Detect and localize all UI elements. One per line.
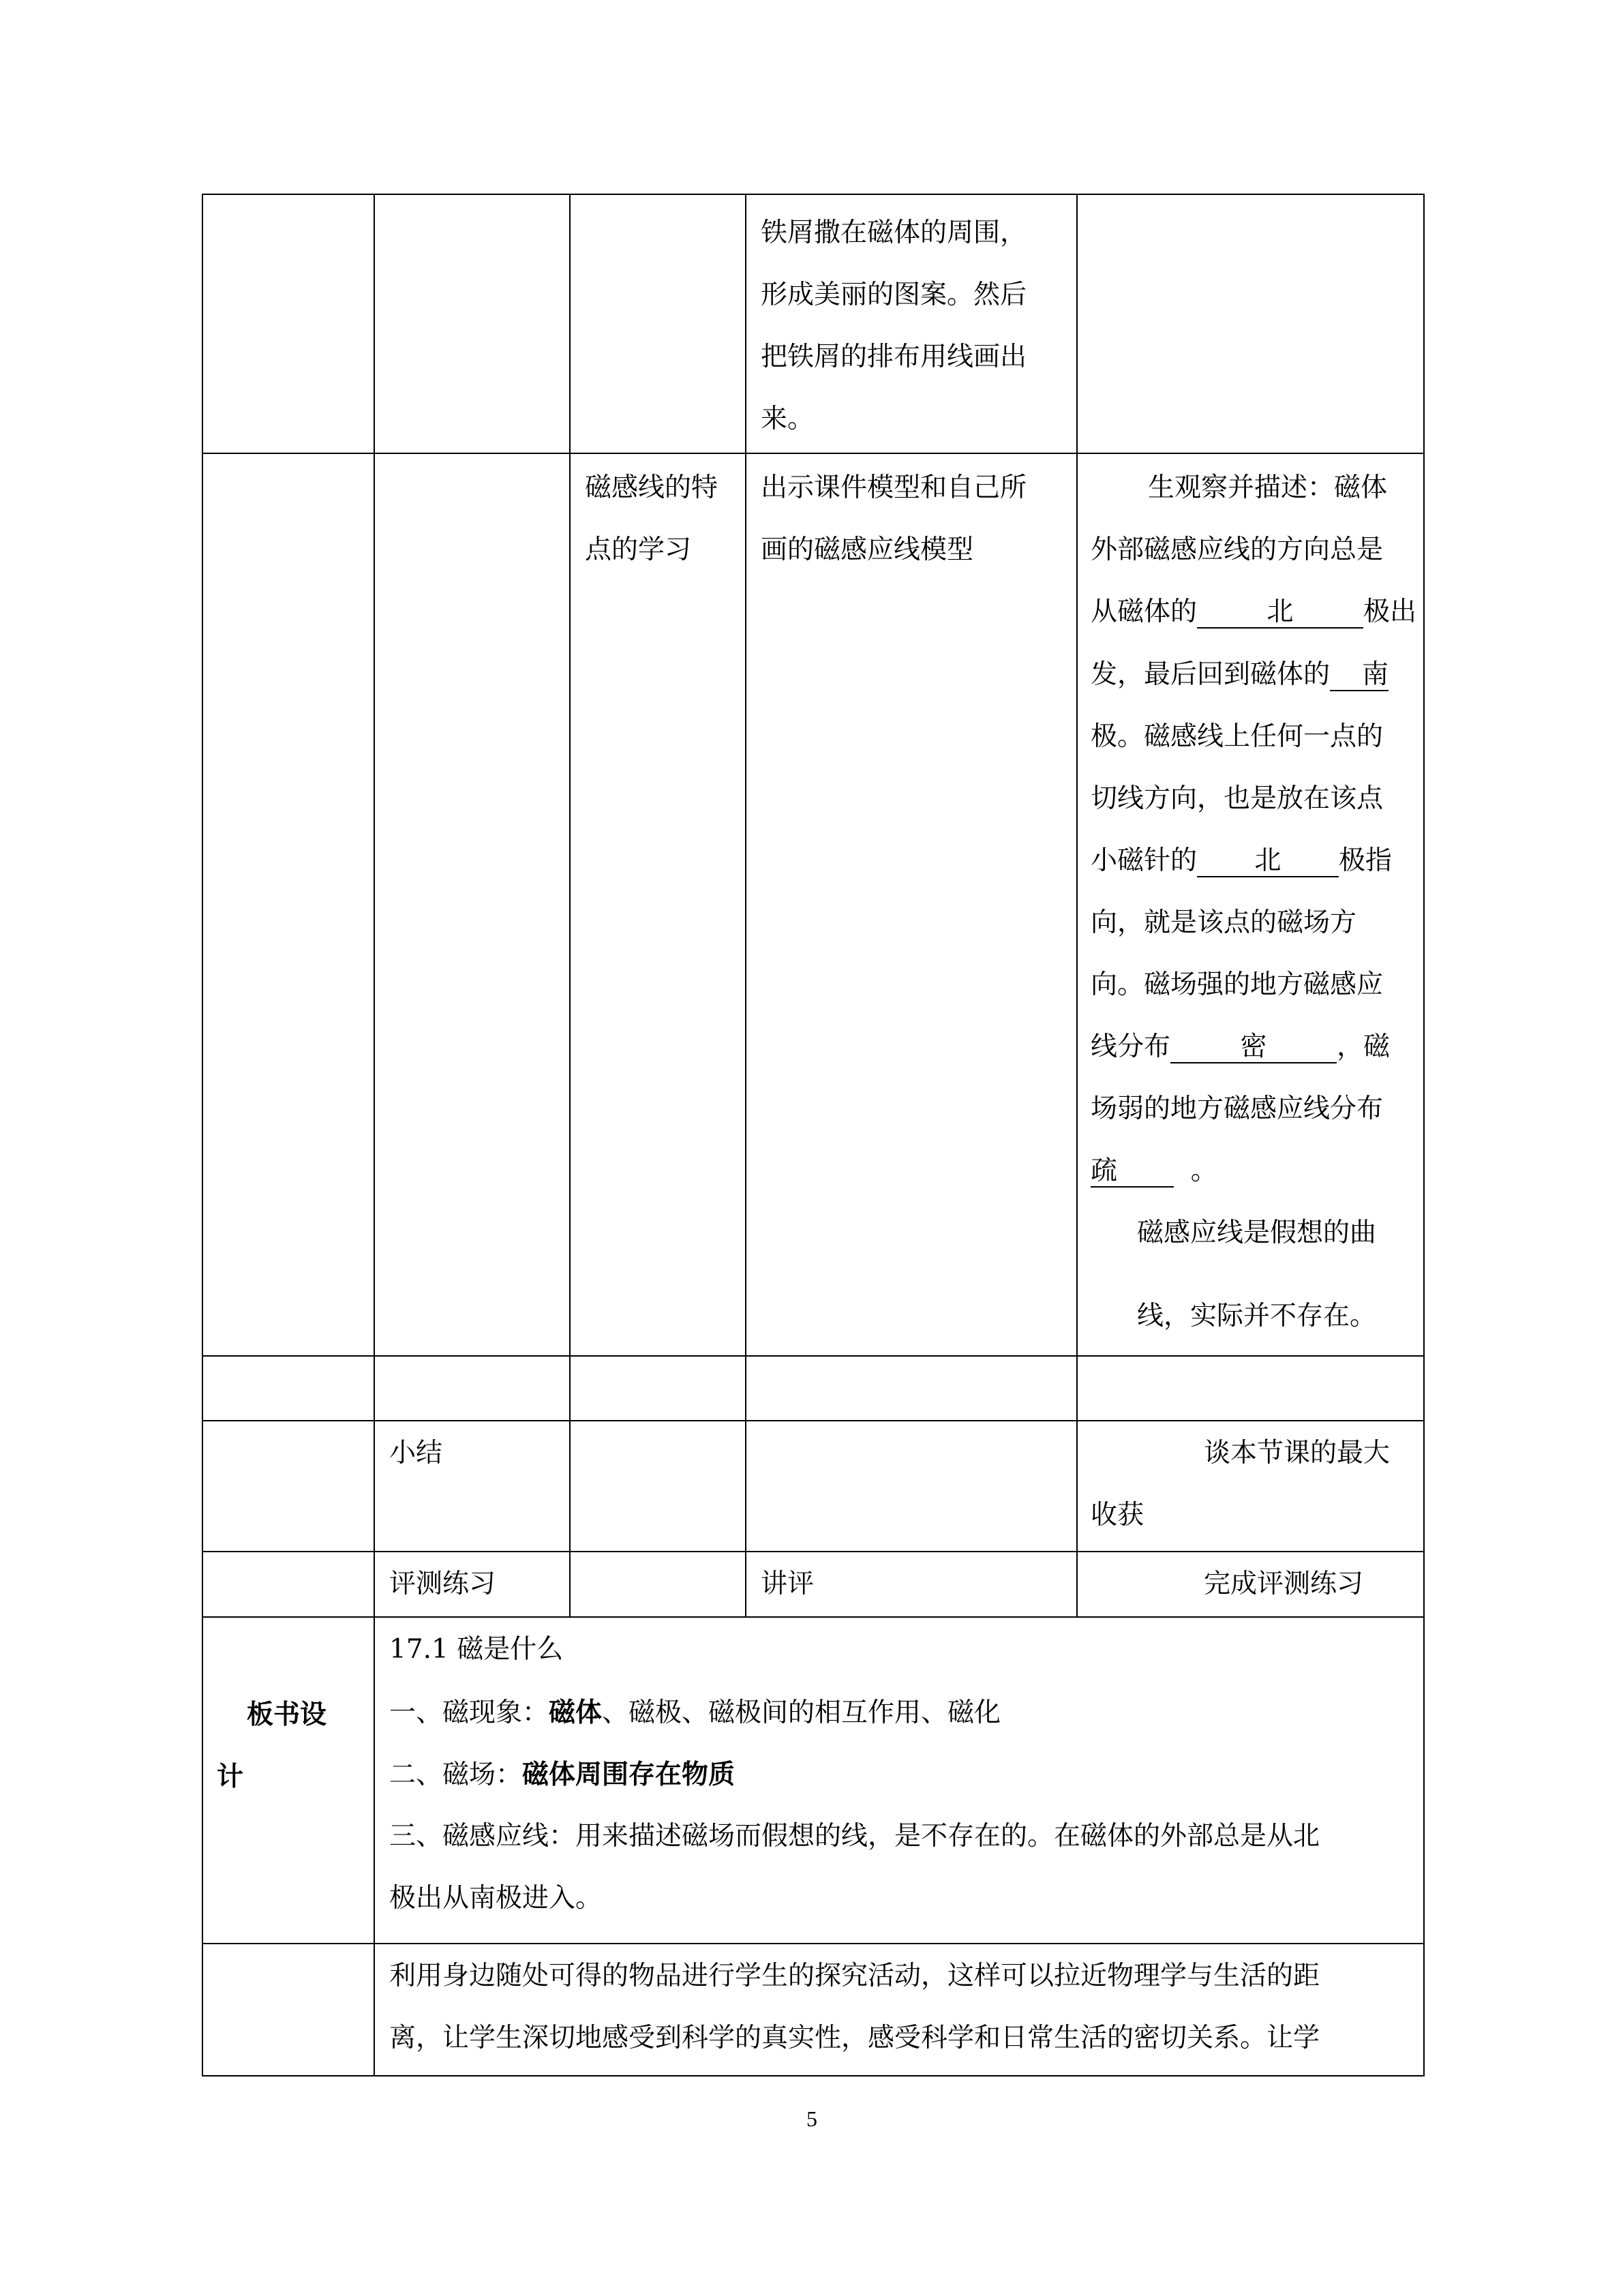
row2-col5-line3: 从磁体的 北 极出	[1091, 596, 1417, 627]
reflection-line2: 离，让学生深切地感受到科学的真实性，感受科学和日常生活的密切关系。让学	[389, 2023, 1320, 2053]
board-line1: 一、磁现象：磁体、磁极、磁极间的相互作用、磁化	[389, 1697, 1001, 1728]
blank-north: 北	[1197, 597, 1363, 629]
row4-col5-line1: 谈本节课的最大	[1204, 1438, 1391, 1468]
row2-col5-line7: 小磁针的 北 极指	[1091, 845, 1393, 876]
blank-north-2: 北	[1197, 846, 1339, 877]
table-rule-row2	[202, 453, 1425, 454]
table-col-divider-2	[569, 194, 571, 1618]
row2-col4-line2: 画的磁感应线模型	[761, 534, 974, 565]
row2-col5-line2: 外部磁感应线的方向总是	[1091, 534, 1384, 565]
row2-col5-line13: 磁感应线是假想的曲	[1137, 1218, 1377, 1248]
table-rule-row3	[202, 1355, 1425, 1357]
row2-col5-line14: 线，实际并不存在。	[1137, 1301, 1377, 1331]
row2-col4-line1: 出示课件模型和自己所	[761, 472, 1027, 503]
table-border-right	[1423, 194, 1425, 2076]
row2-col5-line12: 疏 。	[1091, 1155, 1217, 1186]
board-line3: 三、磁感应线：用来描述磁场而假想的线，是不存在的。在磁体的外部总是从北	[389, 1821, 1320, 1852]
row2-col5-line4: 发，最后回到磁体的 南	[1091, 659, 1389, 690]
row2-col5-line11: 场弱的地方磁感应线分布	[1091, 1093, 1384, 1124]
blank-dense: 密	[1170, 1032, 1337, 1063]
table-col-divider-4	[1076, 194, 1078, 1618]
board-title: 17.1 磁是什么	[389, 1634, 564, 1665]
row2-col5-line1: 生观察并描述：磁体	[1148, 472, 1388, 503]
table-col-divider-1	[374, 194, 375, 2076]
board-label-line1: 板书设	[247, 1699, 327, 1730]
table-col-divider-3	[745, 194, 746, 1618]
board-line2: 二、磁场：磁体周围存在物质	[389, 1759, 735, 1790]
row1-col4-line3: 把铁屑的排布用线画出	[761, 342, 1027, 372]
row2-col3-line2: 点的学习	[585, 534, 692, 565]
row2-col5-line9: 向。磁场强的地方磁感应	[1091, 969, 1384, 1000]
row2-col5-line5: 极。磁感线上任何一点的	[1091, 721, 1384, 752]
table-rule-board	[202, 1616, 1425, 1618]
table-rule-row5	[202, 1551, 1425, 1552]
table-border-left	[202, 194, 203, 2076]
table-rule-reflection	[202, 1943, 1425, 1944]
row4-col5-line2: 收获	[1091, 1500, 1144, 1530]
table-border-bottom	[202, 2075, 1425, 2076]
page-number: 5	[806, 2106, 817, 2131]
blank-south: 南	[1330, 660, 1389, 691]
row1-col4-line4: 来。	[761, 404, 815, 434]
row2-col5-line8: 向，就是该点的磁场方	[1091, 907, 1357, 938]
blank-sparse: 疏	[1091, 1156, 1174, 1188]
table-rule-row4	[202, 1420, 1425, 1421]
row2-col3-line1: 磁感线的特	[585, 472, 718, 503]
board-label-line2: 计	[217, 1761, 244, 1792]
row5-col5-complete: 完成评测练习	[1204, 1569, 1364, 1599]
board-line4: 极出从南极进入。	[389, 1883, 603, 1914]
row1-col4-line1: 铁屑撒在磁体的周围，	[761, 217, 1027, 248]
row5-col2-assessment: 评测练习	[389, 1569, 496, 1599]
row2-col5-line6: 切线方向，也是放在该点	[1091, 783, 1384, 814]
row2-col5-line10: 线分布 密 ，磁	[1091, 1031, 1391, 1062]
row4-col2-summary: 小结	[389, 1438, 443, 1468]
row1-col4-line2: 形成美丽的图案。然后	[761, 280, 1027, 310]
row5-col4-review: 讲评	[761, 1569, 815, 1599]
reflection-line1: 利用身边随处可得的物品进行学生的探究活动，这样可以拉近物理学与生活的距	[389, 1961, 1320, 1991]
table-border-top	[202, 194, 1425, 195]
